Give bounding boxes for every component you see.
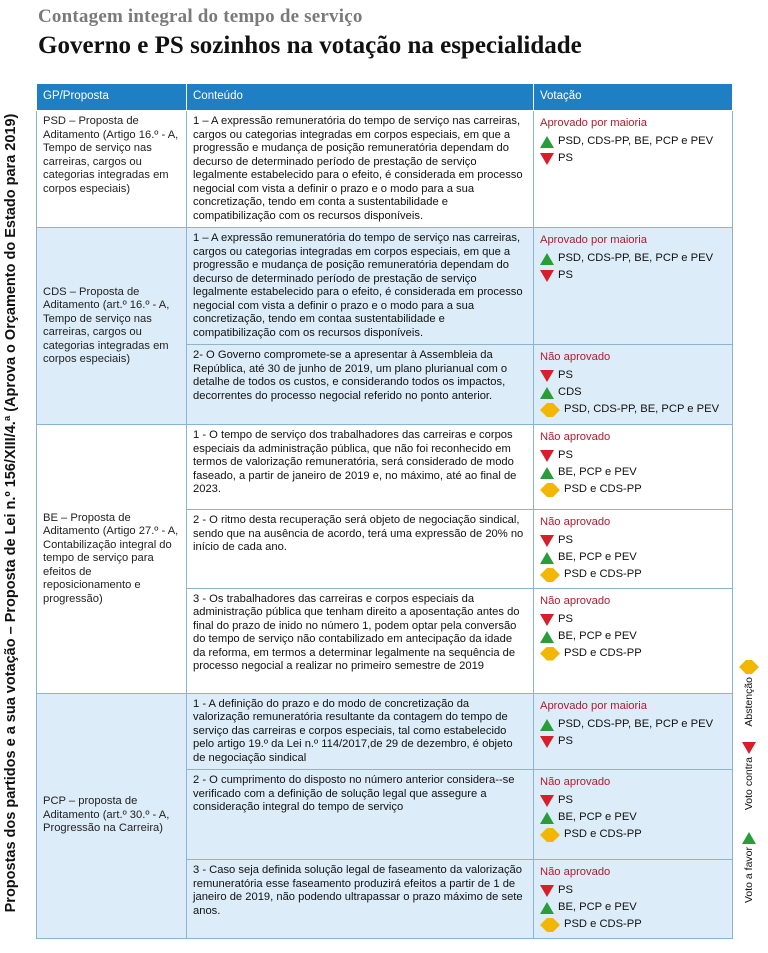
vote-parties: PS (558, 152, 573, 165)
table-row (37, 228, 733, 345)
legend-abstention-label: Abstenção (743, 677, 755, 727)
table-header (37, 84, 733, 111)
vote-favor-icon (540, 902, 554, 914)
vote-line-abstencao (540, 482, 726, 499)
vote-line-contra (540, 448, 726, 465)
vote-parties: BE, PCP e PEV (558, 629, 637, 642)
vote-parties: PS (558, 612, 573, 625)
vote-parties: PSD e CDS-PP (564, 918, 642, 931)
vote-cell (534, 693, 733, 770)
vote-line-favor (540, 385, 726, 402)
vote-parties: PS (558, 369, 573, 382)
vote-against-icon (540, 270, 554, 282)
vote-against-icon (540, 795, 554, 807)
vote-parties: PS (558, 794, 573, 807)
vote-against-icon (540, 614, 554, 626)
content-cell: 2- O Governo compromete-se a apresentar à Assembleia da República, até 30 de junho de 2019, um plano plurianual com o detalhe de todos os custos, e considerando todos os impactos, decorrentes do processo negocial referido no ponto anterior. (187, 345, 534, 425)
legend-favor (734, 832, 764, 903)
vote-result: Não aprovado (540, 776, 611, 788)
vote-cell (534, 425, 733, 510)
vote-line-favor (540, 716, 726, 733)
abstention-icon (540, 483, 560, 497)
vote-parties: PS (558, 734, 573, 747)
vote-against-icon (742, 742, 756, 754)
vote-parties: PS (558, 269, 573, 282)
vote-parties: PS (558, 884, 573, 897)
proposal-cell: PCP – proposta de Aditamento (art.º 30.º - A, Progressão na Carreira) (37, 693, 187, 938)
vote-favor-icon (540, 136, 554, 148)
abstention-icon (540, 568, 560, 582)
vote-parties: BE, PCP e PEV (558, 551, 637, 564)
proposal-cell: PSD – Proposta de Aditamento (Artigo 16.º - A, Tempo de serviço nas carreiras, cargos ou categorias integradas em corpos especiais) (37, 111, 187, 228)
vote-parties: PSD, CDS-PP, BE, PCP e PEV (558, 135, 714, 148)
legend-favor-label: Voto a favor (743, 847, 755, 904)
legend-against (734, 742, 764, 810)
table-row (37, 693, 733, 770)
proposal-cell: BE – Proposta de Aditamento (Artigo 27.º - A, Contabilização integral do tempo de serviço para efeitos de reposicionamento e progressão) (37, 425, 187, 694)
content-cell: 2 - O cumprimento do disposto no número anterior considera--se verificado com a definição de solução legal que assegure a consideração integral do tempo de serviço (187, 770, 534, 860)
vote-line-favor (540, 251, 726, 268)
vote-line-abstencao (540, 567, 726, 584)
content-cell: 2 - O ritmo desta recuperação será objeto de negociação sindical, sendo que na ausência de acordo, terá uma expressão de 20% no início de cada ano. (187, 510, 534, 589)
vote-parties: PSD e CDS-PP (564, 646, 642, 659)
vote-parties: BE, PCP e PEV (558, 811, 637, 824)
vote-cell (534, 770, 733, 860)
vote-line-contra (540, 268, 726, 285)
vote-result: Não aprovado (540, 866, 611, 878)
vote-parties: BE, PCP e PEV (558, 901, 637, 914)
vote-against-icon (540, 450, 554, 462)
vote-result: Não aprovado (540, 516, 611, 528)
vote-favor-icon (540, 719, 554, 731)
headline: Governo e PS sozinhos na votação na especialidade (38, 32, 582, 59)
vote-result: Aprovado por maioria (540, 699, 647, 712)
table-row (37, 111, 733, 228)
kicker: Contagem integral do tempo de serviço (38, 6, 363, 27)
vote-parties: PSD, CDS-PP, BE, PCP e PEV (558, 717, 714, 730)
content-cell: 1 - O tempo de serviço dos trabalhadores das carreiras e corpos especiais da administração pública, que não foi reconhecido em termos de valorização remuneratória, será considerado de modo faseado, a partir de janeiro de 2019 e, no máximo, até ao final de 2023. (187, 425, 534, 510)
content-cell: 1 – A expressão remuneratória do tempo de serviço nas carreiras, cargos ou categorias integradas em corpos especiais, em que a progressão e mudança de posição remuneratória dependam do decurso de determinado período de prestação de serviço legalmente estabelecido para o efeito, é considerada em processo negocial com vista a definir o prazo e o modo para a sua concretização, tendo em contaa sustentabilidade e compatibilização com os recursos disponíveis. (187, 228, 534, 345)
vote-line-contra (540, 611, 726, 628)
table-row (37, 425, 733, 510)
abstention-icon (739, 660, 759, 674)
vote-against-icon (540, 370, 554, 382)
column-header-vote: Votação (534, 84, 733, 111)
vote-parties: PSD, CDS-PP, BE, PCP e PEV (558, 252, 714, 265)
vote-line-abstencao (540, 827, 726, 844)
content-cell: 3 - Os trabalhadores das carreiras e corpos especiais da administração pública que tenham direito a aposentação antes do final do prazo de inido no número 1, podem optar pela conversão do tempo de serviço não contabilizado em antecipação da idade da reforma, em termos a determinar legalmente na sequência de processo negocial a realizar no primeiro semestre de 2019 (187, 588, 534, 693)
content-cell: 3 - Caso seja definida solução legal de faseamento da valorização remuneratória esse faseamento produzirá efeitos a partir de 1 de janeiro de 2019, não podendo ultrapassar o prazo máximo de sete anos. (187, 860, 534, 939)
vote-result: Aprovado por maioria (540, 234, 647, 246)
vote-line-contra (540, 533, 726, 550)
legend-abstention (734, 660, 764, 727)
vote-line-favor (540, 465, 726, 482)
vote-against-icon (540, 535, 554, 547)
vote-result: Aprovado por maioria (540, 117, 647, 129)
vote-cell (534, 111, 733, 228)
vote-parties: BE, PCP e PEV (558, 466, 637, 479)
vote-line-abstencao (540, 917, 726, 934)
vote-favor-icon (540, 552, 554, 564)
vote-against-icon (540, 153, 554, 165)
vote-parties: CDS (558, 386, 582, 399)
vote-line-contra (540, 151, 726, 168)
vote-line-contra (540, 793, 726, 810)
vote-parties: PSD e CDS-PP (564, 828, 642, 841)
content-cell: 1 – A expressão remuneratória do tempo de serviço nas carreiras, cargos ou categorias integradas em corpos especiais, em que a progressão e mudança de posição remuneratória dependam do decurso de determinado período de prestação de serviço legalmente estabelecido para o efeito, é considerada em processo negocial com vista a definir o prazo e o modo para a sua concretização, tendo em conta a sustentabilidade e compatibilização com os recursos disponíveis. (187, 111, 534, 228)
side-caption: Propostas dos partidos e a sua votação – Proposta de Lei n.º 156/XIII/4.ª (Aprova o Orçamento do Estado para 2019) (3, 113, 19, 913)
vote-cell (534, 860, 733, 939)
vote-line-favor (540, 900, 726, 917)
vote-line-abstencao (540, 645, 726, 662)
vote-favor-icon (540, 812, 554, 824)
vote-line-abstencao (540, 402, 726, 419)
vote-parties: PS (558, 449, 573, 462)
vote-parties: PSD e CDS-PP (564, 483, 642, 496)
vote-line-contra (540, 368, 726, 385)
vote-line-favor (540, 628, 726, 645)
vote-against-icon (540, 736, 554, 748)
vote-line-contra (540, 883, 726, 900)
vote-favor-icon (540, 631, 554, 643)
vote-line-favor (540, 550, 726, 567)
vote-line-favor (540, 134, 726, 151)
vote-result: Não aprovado (540, 431, 611, 443)
proposal-cell: CDS – Proposta de Aditamento (art.º 16.º - A, Tempo de serviço nas carreiras, cargos ou categorias integradas em corpos especiais) (37, 228, 187, 425)
vote-result: Não aprovado (540, 351, 611, 363)
vote-favor-icon (540, 253, 554, 265)
abstention-icon (540, 647, 560, 661)
vote-cell (534, 228, 733, 345)
abstention-icon (540, 828, 560, 842)
vote-favor-icon (540, 467, 554, 479)
vote-line-favor (540, 810, 726, 827)
vote-against-icon (540, 885, 554, 897)
vote-cell (534, 510, 733, 589)
content-cell: 1 - A definição do prazo e do modo de concretização da valorização remuneratória resultante da contagem do tempo de serviço das carreiras e corpos especiais, tal como estabelecido pelo artigo 19.º da Lei n.º 114/2017,de 29 de dezembro, é objeto de negociação sindical (187, 693, 534, 770)
column-header-gp: GP/Proposta (37, 84, 187, 111)
vote-cell (534, 588, 733, 693)
vote-cell (534, 345, 733, 425)
vote-result: Não aprovado (540, 594, 611, 607)
vote-parties: PSD, CDS-PP, BE, PCP e PEV (564, 403, 720, 416)
legend (734, 660, 764, 915)
abstention-icon (540, 403, 560, 417)
vote-line-contra (540, 733, 726, 750)
vote-favor-icon (742, 832, 756, 844)
votes-table (36, 83, 733, 939)
vote-parties: PSD e CDS-PP (564, 568, 642, 581)
vote-parties: PS (558, 534, 573, 547)
vote-favor-icon (540, 387, 554, 399)
legend-against-label: Voto contra (743, 757, 755, 811)
abstention-icon (540, 918, 560, 932)
table-body (37, 111, 733, 939)
column-header-content: Conteúdo (187, 84, 534, 111)
